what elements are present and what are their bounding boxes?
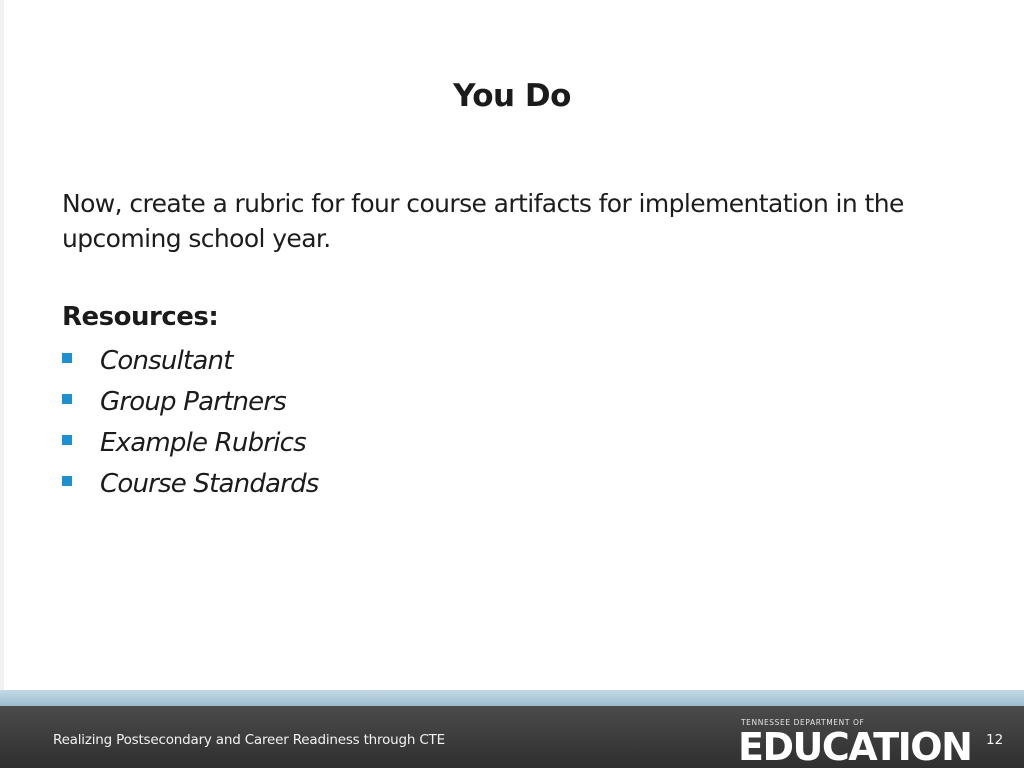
list-item [62, 422, 319, 463]
footer-bar [0, 706, 1024, 768]
intro-text: Now, create a rubric for four course artifacts for implementation in the upcoming school year. [62, 189, 904, 253]
page-number: 12 [986, 732, 1004, 748]
resource-label: Course Standards [100, 468, 319, 499]
logo-department-text: TENNESSEE DEPARTMENT OF [741, 718, 865, 727]
resource-label: Group Partners [100, 386, 286, 417]
footer-text: Realizing Postsecondary and Career Readiness through CTE [53, 732, 445, 748]
list-item [62, 381, 319, 422]
square-bullet-icon [62, 435, 72, 445]
resource-label: Example Rubrics [100, 427, 306, 458]
list-item [62, 463, 319, 504]
slide-title: You Do [453, 78, 571, 114]
square-bullet-icon [62, 476, 72, 486]
logo-education-text: EDUCATION [738, 725, 972, 768]
list-item [62, 340, 319, 381]
square-bullet-icon [62, 394, 72, 404]
square-bullet-icon [62, 353, 72, 363]
resources-list [62, 340, 319, 504]
education-logo [738, 716, 972, 768]
resource-label: Consultant [100, 345, 233, 376]
footer-accent-band [0, 690, 1024, 706]
resources-heading: Resources: [62, 302, 219, 332]
